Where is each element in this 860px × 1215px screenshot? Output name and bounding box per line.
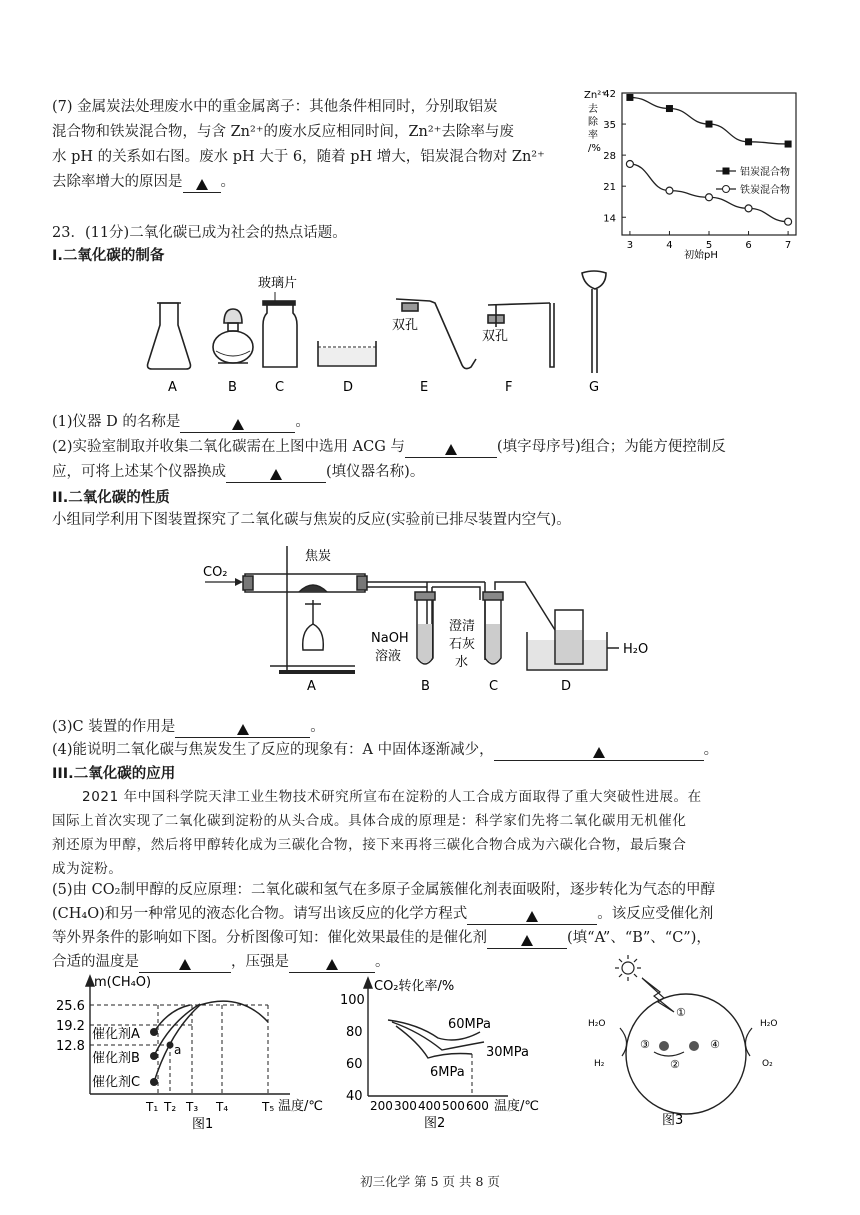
section-3-title: III.二氧化碳的应用 — [52, 766, 176, 782]
q7-line-2: 混合物和铁炭混合物，与含 Zn²⁺的废水反应相同时间，Zn²⁺去除率与废 — [52, 124, 514, 140]
q5-text-2b: 。该反应受催化剂 — [597, 906, 714, 922]
section-2-title: II.二氧化碳的性质 — [52, 490, 170, 506]
apparatus-letter-d: D — [343, 380, 354, 395]
answer-blank-q5-catalyst[interactable] — [487, 930, 567, 949]
series-1-point — [666, 187, 673, 194]
h2-label: H₂ — [594, 1059, 605, 1069]
fig2-ytick-3: 40 — [346, 1089, 363, 1104]
apparatus-letter-e: E — [420, 380, 429, 395]
water-trough-icon — [318, 341, 376, 366]
figure-1-chart — [50, 972, 340, 1137]
setup-letter-b: B — [421, 679, 430, 694]
chart-frame — [622, 93, 796, 235]
chart-ytick-label: 14 — [603, 213, 616, 225]
gas-jar-icon — [263, 292, 297, 367]
answer-blank-q2b[interactable] — [226, 464, 326, 483]
answer-blank-q4[interactable] — [494, 742, 704, 761]
q5-text-3a: 等外界条件的影响如下图。分析图像可知：催化效果最佳的是催化剂 — [52, 930, 487, 946]
fig1-annotation-a: a — [174, 1043, 182, 1057]
q7-line-4-text: 去除率增大的原因是 — [52, 174, 183, 190]
fig1-point-a-mark — [167, 1042, 174, 1049]
naoh-label-2: 溶液 — [375, 649, 402, 664]
triangle-icon — [526, 911, 538, 922]
fig2-xtick-3: 500 — [442, 1099, 465, 1113]
step-4: ④ — [710, 1038, 720, 1051]
answer-blank-q5-pressure[interactable] — [289, 954, 375, 973]
chart-xtick-label: 7 — [784, 240, 792, 251]
q5-line-2 — [52, 903, 713, 925]
q2-line-1 — [52, 436, 726, 458]
catalyst-particle — [626, 994, 746, 1114]
q3-line: (3)C 装置的作用是 。 — [52, 716, 325, 738]
series-1-point — [785, 218, 792, 225]
fig2-ytick-1: 80 — [346, 1025, 363, 1040]
fig1-xtick-2: T₃ — [186, 1100, 199, 1114]
apparatus-letter-a: A — [168, 380, 177, 395]
apparatus-letter-f: F — [505, 380, 513, 395]
fig2-xlabel: 温度/℃ — [494, 1099, 539, 1114]
legend-label-1: 铁炭混合物 — [740, 185, 790, 196]
q5-text-4a: 合适的温度是 — [52, 954, 139, 970]
legend-marker-1 — [723, 186, 730, 193]
fig2-xtick-4: 600 — [466, 1099, 489, 1113]
q3-text: (3)C 装置的作用是 — [52, 719, 176, 735]
triangle-icon — [521, 935, 533, 946]
reaction-setup-figure — [195, 540, 675, 700]
chart-ylabel-1: Zn²⁺ — [584, 90, 607, 101]
triangle-icon — [270, 469, 282, 480]
passage-line-3: 剂还原为甲醇，然后将甲醇转化成为三碳化合物，接下来再将三碳化合物合成为六碳化合物，最后聚合 — [52, 837, 687, 853]
page-footer: 初三化学 第 5 页 共 8 页 — [360, 1174, 500, 1189]
chart-ylabel-2: 去 — [588, 104, 598, 115]
fig1-xtick-0: T₁ — [146, 1100, 159, 1114]
fig1-point-c — [150, 1078, 158, 1086]
triangle-icon — [445, 444, 457, 455]
series-0-point — [785, 141, 792, 148]
fig2-series-60: 60MPa — [448, 1017, 491, 1032]
triangle-icon — [593, 747, 605, 758]
passage-line-1: 2021 年中国科学院天津工业生物技术研究所宣布在淀粉的人工合成方面取得了重大突破性进展。在 — [82, 789, 702, 805]
fig1-series-c: 催化剂C — [92, 1075, 141, 1090]
fig1-point-b — [150, 1052, 158, 1060]
water-label: H₂O — [623, 642, 649, 657]
fig2-xtick-0: 200 — [370, 1099, 393, 1113]
chart-ylabel-4: 率 — [588, 130, 598, 141]
triangle-icon — [179, 959, 191, 970]
test-tube-c-icon — [483, 592, 503, 664]
q5-text-2a: (CH₄O)和另一种常见的液态化合物。请写出该反应的化学方程式 — [52, 906, 468, 922]
answer-blank-q5-temperature[interactable] — [139, 954, 231, 973]
q4-text: (4)能说明二氧化碳与焦炭发生了反应的现象有：A 中固体逐渐减少， — [52, 742, 494, 758]
apparatus-letter-g: G — [589, 380, 600, 395]
water-collection-icon — [527, 610, 619, 670]
q7-line-4: 去除率增大的原因是 。 — [52, 171, 235, 193]
coke-label: 焦炭 — [305, 549, 332, 564]
combustion-tube-icon — [243, 546, 367, 672]
step-2: ② — [670, 1058, 680, 1071]
zn-removal-chart — [570, 85, 832, 265]
fig2-xtick-1: 300 — [394, 1099, 417, 1113]
section-2-intro: 小组同学利用下图装置探究了二氧化碳与焦炭的反应(实验前已排尽装置内空气)。 — [52, 512, 571, 528]
q5-line-4 — [52, 951, 390, 973]
step-3: ③ — [640, 1038, 650, 1051]
setup-letter-a: A — [307, 679, 316, 694]
fig1-point-a — [150, 1028, 158, 1036]
q23-header: 23．(11分)二氧化碳已成为社会的热点话题。 — [52, 225, 347, 241]
answer-blank-q1[interactable] — [180, 414, 295, 433]
long-funnel-icon — [582, 271, 606, 373]
chart-marks — [626, 94, 791, 225]
setup-letter-c: C — [489, 679, 499, 694]
q5-line-1: (5)由 CO₂制甲醇的反应原理：二氧化碳和氢气在多原子金属簇催化剂表面吸附，逐步转化为气态的甲醇 — [52, 882, 715, 898]
conical-flask-icon — [148, 303, 191, 369]
chart-ytick-label: 21 — [603, 182, 616, 194]
q2-text-b: (填字母序号)组合；为能方便控制反 — [496, 439, 726, 455]
bent-tube-icon — [396, 299, 476, 369]
fig2-xtick-2: 400 — [418, 1099, 441, 1113]
series-1-point — [706, 194, 713, 201]
q5-text-4b: ，压强是 — [231, 954, 289, 970]
figure-2-chart — [338, 972, 560, 1137]
fig1-ylabel: m(CH₄O) — [94, 975, 152, 990]
legend-label-0: 铝炭混合物 — [740, 167, 790, 178]
series-0-point — [745, 138, 752, 145]
apparatus-letter-b: B — [228, 380, 237, 395]
passage-line-4: 成为淀粉。 — [52, 861, 123, 877]
fig2-series-6: 6MPa — [430, 1065, 465, 1080]
answer-blank-q5-equation[interactable] — [467, 906, 597, 925]
chart-ylabel-5: /% — [588, 143, 601, 154]
fig1-xtick-3: T₄ — [216, 1100, 229, 1114]
fig1-caption: 图1 — [192, 1117, 214, 1132]
triangle-icon — [196, 179, 208, 190]
series-0-point — [626, 94, 633, 101]
figure-3-diagram — [584, 952, 794, 1132]
passage-line-2: 国际上首次实现了二氧化碳到淀粉的从头合成。具体合成的原理是：科学家们先将二氧化碳用无机催化 — [52, 813, 687, 829]
q2-text-d: (填仪器名称)。 — [326, 464, 425, 480]
series-1-point — [745, 205, 752, 212]
section-1-title: I.二氧化碳的制备 — [52, 248, 165, 264]
answer-blank-q3[interactable] — [175, 719, 310, 738]
q2-text-a: (2)实验室制取并收集二氧化碳需在上图中选用 ACG 与 — [52, 439, 405, 455]
q7-line-3: 水 pH 的关系如右图。废水 pH 大于 6，随着 pH 增大，铝炭混合物对 Zn²⁺ — [52, 149, 545, 165]
co2-label: CO₂ — [203, 565, 228, 580]
fig2-ytick-2: 60 — [346, 1057, 363, 1072]
fig2-series-30: 30MPa — [486, 1045, 529, 1060]
q2-line-2 — [52, 461, 424, 483]
glass-plate-label: 玻璃片 — [258, 276, 298, 291]
limewater-label-2: 石灰 — [449, 637, 476, 652]
chart-ytick-label: 35 — [603, 120, 616, 132]
series-0-point — [706, 121, 713, 128]
series-1-point — [626, 161, 633, 168]
arrow-head-icon — [235, 578, 243, 586]
chart-xlabel: 初始pH — [684, 250, 718, 261]
fig1-series-b: 催化剂B — [92, 1051, 140, 1066]
sun-icon — [615, 955, 641, 981]
chart-xtick-label: 3 — [626, 240, 634, 251]
q1-line: (1)仪器 D 的名称是 。 — [52, 411, 310, 433]
naoh-label-1: NaOH — [371, 631, 409, 646]
fig3-caption: 图3 — [662, 1113, 684, 1128]
fig1-ytick-0: 25.6 — [56, 999, 85, 1014]
setup-letter-d: D — [561, 679, 572, 694]
chart-xtick-label: 5 — [705, 240, 713, 251]
lightning-icon — [642, 978, 674, 1012]
chart-legend — [716, 165, 790, 196]
fig1-xlabel: 温度/℃ — [278, 1099, 323, 1114]
site-right — [689, 1041, 699, 1051]
fig2-ytick-0: 100 — [340, 993, 365, 1008]
apparatus-figure — [130, 265, 630, 400]
fig1-ytick-2: 12.8 — [56, 1039, 85, 1054]
fig1-ytick-1: 19.2 — [56, 1019, 85, 1034]
two-hole-label-e: 双孔 — [392, 318, 419, 333]
fig1-curves — [154, 1001, 268, 1082]
q2-text-c: 应，可将上述某个仪器换成 — [52, 464, 226, 480]
q5-text-3b: (填“A”、“B”、“C”)， — [567, 930, 711, 946]
answer-blank-q7[interactable] — [183, 174, 221, 193]
triangle-icon — [232, 419, 244, 430]
fig1-xtick-4: T₅ — [262, 1100, 275, 1114]
fig1-series-a: 催化剂A — [92, 1027, 140, 1042]
q5-line-3 — [52, 927, 711, 949]
alcohol-lamp-icon — [213, 309, 253, 363]
site-left — [659, 1041, 669, 1051]
q4-line: (4)能说明二氧化碳与焦炭发生了反应的现象有：A 中固体逐渐减少， 。 — [52, 739, 718, 761]
triangle-icon — [237, 724, 249, 735]
triangle-icon — [326, 959, 338, 970]
fig2-ylabel: CO₂转化率/% — [374, 979, 455, 994]
q5-text-4c: 。 — [375, 954, 390, 970]
fig2-caption: 图2 — [424, 1116, 446, 1131]
q1-text: (1)仪器 D 的名称是 — [52, 414, 181, 430]
h2o-right: H₂O — [760, 1019, 778, 1029]
chart-ylabel-3: 除 — [588, 117, 598, 128]
o2-label: O₂ — [762, 1059, 773, 1069]
answer-blank-q2a[interactable] — [405, 439, 497, 458]
legend-marker-0 — [723, 168, 730, 175]
limewater-label-1: 澄清 — [449, 619, 476, 634]
chart-xtick-label: 4 — [666, 240, 673, 251]
chart-ytick-label: 42 — [603, 89, 616, 100]
chart-ytick-label: 28 — [603, 151, 616, 163]
series-0-point — [666, 105, 673, 112]
h2o-left: H₂O — [588, 1019, 606, 1029]
fig1-xtick-1: T₂ — [164, 1100, 177, 1114]
apparatus-letter-c: C — [275, 380, 285, 395]
limewater-label-3: 水 — [455, 655, 469, 670]
chart-xtick-label: 6 — [745, 240, 752, 251]
step-1: ① — [676, 1006, 686, 1019]
q7-line-1: (7) 金属炭法处理废水中的重金属离子：其他条件相同时，分别取铝炭 — [52, 99, 498, 115]
two-hole-label-f: 双孔 — [482, 329, 509, 344]
